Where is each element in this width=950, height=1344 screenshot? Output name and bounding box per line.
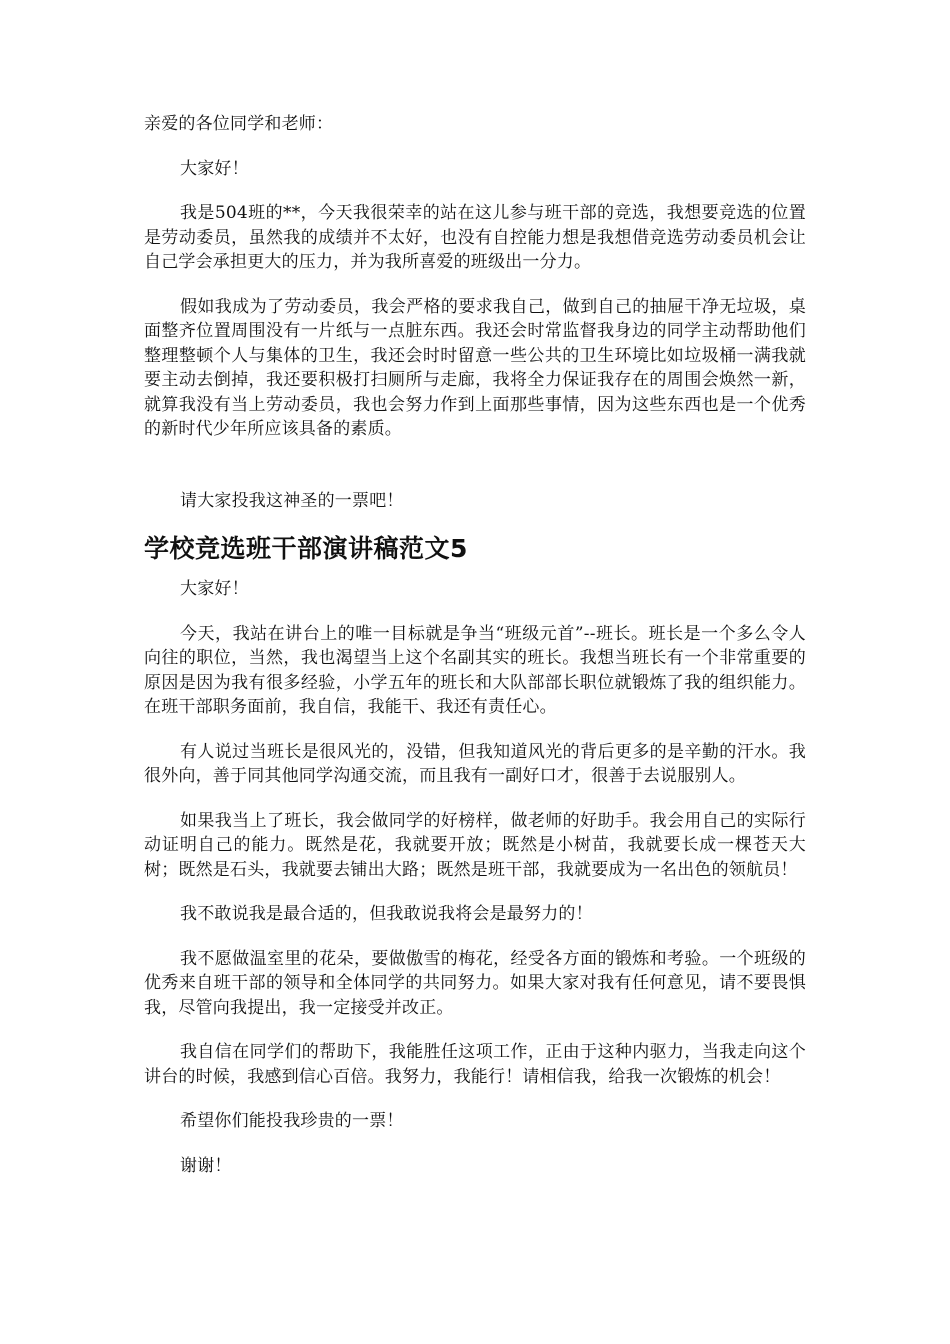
paragraph: 希望你们能投我珍贵的一票！ bbox=[180, 1111, 404, 1131]
greeting-hello: 大家好！ bbox=[180, 579, 249, 599]
paragraph: 谢谢！ bbox=[180, 1155, 232, 1176]
paragraph: 假如我成为了劳动委员，我会严格的要求我自己，做到自己的抽屉干净无垃圾，桌面整齐位置周围没有一片纸与一点脏东西。我还会时常监督我身边的同学主动帮助他们整理整顿个人与集体的卫生，我还会时时留意一些公共的卫生环境比如垃圾桶一满我就要主动去倒掉，我还要积极打扫厕所与走廊，我将全力保证我存在的周围会焕然一新，就算我没有当上劳动委员，我也会努力作到上面那些事情，因为这些东西也是一个优秀的新时代少年所应该具备的素质。 bbox=[144, 296, 806, 439]
paragraph: 我自信在同学们的帮助下，我能胜任这项工作，正由于这种内驱力，当我走向这个讲台的时候，我感到信心百倍。我努力，我能行！请相信我，给我一次锻炼的机会！ bbox=[144, 1042, 806, 1087]
paragraph: 有人说过当班长是很风光的，没错，但我知道风光的背后更多的是辛勤的汗水。我很外向，善于同其他同学沟通交流，而且我有一副好口才，很善于去说服别人。 bbox=[144, 741, 806, 786]
section-title: 学校竞选班干部演讲稿范文5 bbox=[144, 534, 468, 563]
document-page bbox=[144, 112, 806, 1178]
paragraph: 如果我当上了班长，我会做同学的好榜样，做老师的好助手。我会用自己的实际行动证明自己的能力。既然是花，我就要开放；既然是小树苗，我就要长成一棵苍天大树；既然是石头，我就要去铺出大路；既然是班干部，我就要成为一名出色的领航员！ bbox=[144, 810, 806, 880]
greeting-hello: 大家好！ bbox=[180, 158, 249, 179]
paragraph: 我不敢说我是最合适的，但我敢说我将会是最努力的！ bbox=[180, 904, 593, 924]
paragraph: 我是504班的**，今天我很荣幸的站在这儿参与班干部的竞选，我想要竞选的位置是劳动委员，虽然我的成绩并不太好，也没有自控能力想是我想借竞选劳动委员机会让自己学会承担更大的压力，并为我所喜爱的班级出一分力。 bbox=[144, 203, 806, 272]
paragraph: 我不愿做温室里的花朵，要做傲雪的梅花，经受各方面的锻炼和考验。一个班级的优秀来自班干部的领导和全体同学的共同努力。如果大家对我有任何意见，请不要畏惧我，尽管向我提出，我一定接受并改正。 bbox=[144, 948, 806, 1018]
paragraph: 今天，我站在讲台上的唯一目标就是争当“班级元首”--班长。班长是一个多么令人向往的职位，当然，我也渴望当上这个名副其实的班长。我想当班长有一个非常重要的原因是因为我有很多经验，小学五年的班长和大队部部长职位就锻炼了我的组织能力。在班干部职务面前，我自信，我能干、我还有责任心。 bbox=[144, 623, 806, 717]
salutation: 亲爱的各位同学和老师： bbox=[144, 114, 334, 134]
paragraph: 请大家投我这神圣的一票吧！ bbox=[180, 490, 404, 511]
